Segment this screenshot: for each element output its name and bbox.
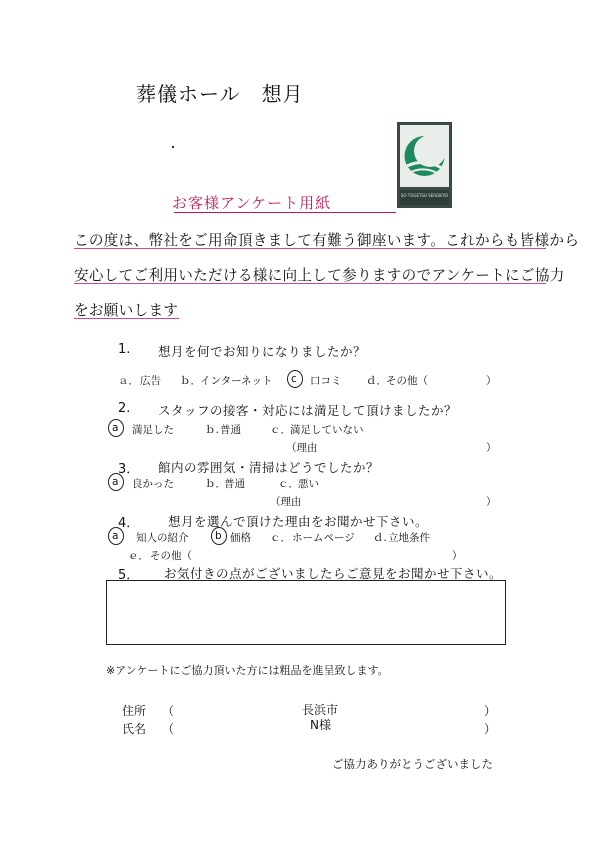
question-1-number: 1. bbox=[118, 342, 131, 357]
question-3-number: 3． bbox=[118, 462, 140, 477]
form-title-underline bbox=[174, 212, 396, 213]
company-logo bbox=[397, 122, 452, 208]
q4-option-c-letter: ｃ． bbox=[270, 532, 291, 544]
q3-option-a[interactable]: 良かった bbox=[132, 478, 174, 490]
q2-reason-label: （理由 bbox=[286, 442, 318, 454]
q2-option-a[interactable]: 満足した bbox=[132, 424, 174, 436]
intro-line-2: 安心してご利用いただける様に向上して参りますのでアンケートにご協力 bbox=[74, 267, 565, 284]
intro-line-1: この度は、幣社をご用命頂きまして有難う御座います。これからも皆様から bbox=[74, 232, 580, 249]
q1-option-d-close: ） bbox=[486, 375, 497, 387]
q3-option-a-letter: a bbox=[112, 476, 119, 488]
address-field[interactable]: 長浜市 bbox=[302, 703, 339, 717]
intro-line-3: をお願いします bbox=[74, 302, 179, 319]
q2-reason-close: ） bbox=[486, 442, 497, 454]
question-1-text: 想月を何でお知りになりましたか？ bbox=[158, 344, 367, 359]
q3-option-c-letter: ｃ． bbox=[278, 478, 299, 490]
q4-option-b-letter: b bbox=[215, 530, 222, 542]
q2-option-b[interactable]: 普通 bbox=[220, 424, 241, 436]
q2-option-b-letter: ｂ. bbox=[205, 424, 219, 436]
name-open-paren: （ bbox=[162, 722, 175, 736]
question-3-text: 館内の雰囲気・清掃はどうでしたか？ bbox=[158, 460, 380, 475]
q2-option-a-letter: a bbox=[112, 422, 119, 434]
question-5-number: 5． bbox=[118, 568, 140, 583]
q2-option-c[interactable]: 満足していない bbox=[290, 424, 364, 436]
name-field[interactable]: N様 bbox=[310, 718, 331, 732]
q3-option-b-letter: ｂ． bbox=[205, 478, 226, 490]
thanks-text: ご協力ありがとうございました bbox=[332, 757, 493, 771]
q4-option-d-letter: ｄ. bbox=[373, 532, 387, 544]
gift-note: ※アンケートにご協力頂いた方には粗品を進呈致します。 bbox=[106, 664, 389, 677]
q1-option-b[interactable]: インターネット bbox=[200, 375, 273, 387]
q4-option-d[interactable]: 立地条件 bbox=[388, 532, 430, 544]
intro-underline-1 bbox=[74, 248, 546, 249]
q4-option-c[interactable]: ホームページ bbox=[292, 532, 355, 544]
q4-option-a[interactable]: 知人の紹介 bbox=[136, 532, 189, 544]
address-close-paren: ） bbox=[484, 704, 497, 718]
q1-option-d[interactable]: その他（ bbox=[386, 375, 428, 387]
name-close-paren: ） bbox=[484, 722, 497, 736]
question-4-number: 4． bbox=[118, 516, 140, 531]
q1-option-a-letter: ａ． bbox=[118, 375, 139, 387]
intro-underline-2 bbox=[74, 283, 546, 284]
q1-option-c-letter: c bbox=[291, 373, 297, 385]
q4-option-e-letter: ｅ． bbox=[128, 550, 149, 562]
q1-option-c[interactable]: 口コミ bbox=[310, 375, 342, 387]
q3-reason-label: （理由 bbox=[270, 496, 302, 508]
q4-option-a-letter: a bbox=[112, 530, 119, 542]
name-label: 氏名 bbox=[122, 722, 147, 736]
q2-option-c-letter: ｃ． bbox=[270, 424, 291, 436]
q3-option-b[interactable]: 普通 bbox=[224, 478, 245, 490]
q4-option-e[interactable]: その他（ bbox=[150, 550, 192, 562]
question-5-text: お気付きの点がございましたらご意見をお聞かせ下さい。 bbox=[164, 566, 503, 581]
q5-answer-box[interactable] bbox=[106, 580, 506, 645]
q4-option-b[interactable]: 価格 bbox=[230, 532, 251, 544]
q3-reason-close: ） bbox=[486, 496, 497, 508]
form-title: お客様アンケート用紙 bbox=[172, 194, 332, 212]
address-label: 住所 bbox=[122, 704, 147, 718]
logo-caption: SO TOGETSU SERGIEYO bbox=[400, 193, 449, 198]
question-2-text: スタッフの接客・対応には満足して頂けましたか？ bbox=[158, 403, 458, 418]
q1-option-a[interactable]: 広告 bbox=[140, 375, 161, 387]
q3-option-c[interactable]: 悪い bbox=[298, 478, 319, 490]
q4-option-e-close: ） bbox=[452, 550, 463, 562]
q1-option-d-letter: ｄ． bbox=[366, 375, 387, 387]
page-title: 葬儀ホール 想月 bbox=[136, 82, 304, 106]
stray-dot bbox=[172, 146, 174, 148]
intro-underline-3 bbox=[74, 318, 179, 319]
address-open-paren: （ bbox=[162, 704, 175, 718]
q1-option-b-letter: ｂ． bbox=[180, 375, 201, 387]
question-4-text: 想月を選んで頂けた理由をお聞かせ下さい。 bbox=[168, 514, 429, 529]
question-2-number: 2. bbox=[118, 401, 131, 416]
